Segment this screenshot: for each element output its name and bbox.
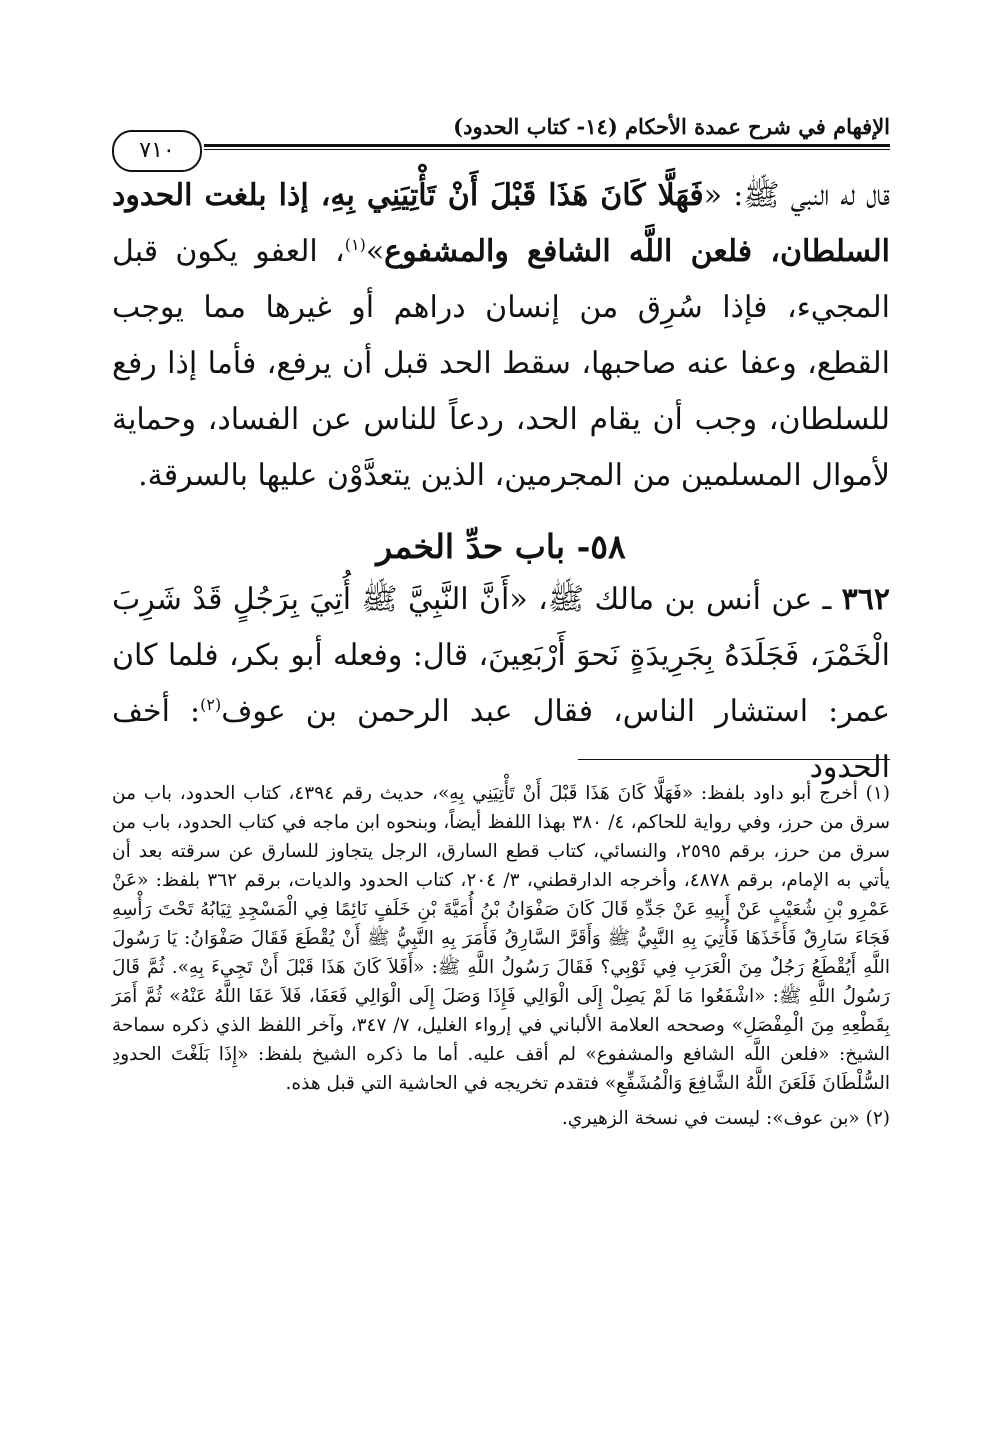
footnote-ref-2[interactable]: (٢) [200,695,222,714]
header-double-rule [204,144,890,150]
footnote-ref-1[interactable]: (١) [344,235,366,254]
footnote-1: (١) أخرج أبو داود بلفظ: «فَهَلَّا كَانَ هَذَا قَبْلَ أَنْ تَأْتِيَنِي بِهِ»، حديث رقم ٤٣٩٤، كتاب الحدود، باب من سرق من حرز، وفي رواية للحاكم، ٤/ ٣٨٠ بهذا اللفظ أيضاً، وبنحوه ابن ماجه في كتاب الحدود، باب من سرق من حرز، برقم ٢٥٩٥، والنسائي، كتاب قطع السارق، الرجل يتجاوز للسارق عن سرقته بعد أن يأتي به الإمام، برقم ٤٨٧٨، وأخرجه الدارقطني، ٣/ ٢٠٤، كتاب الحدود والديات، برقم ٣٦٢ بلفظ: «عَنْ عَمْرِو بْنِ شُعَيْبٍ عَنْ أَبِيهِ عَنْ جَدِّهِ قَالَ كَانَ صَفْوَانُ بْنُ أُمَيَّةَ بْنِ خَلَفٍ نَائِمًا فِي الْمَسْجِدِ ثِيَابُهُ تَحْتَ رَأْسِهِ فَجَاءَ سَارِقٌ فَأَخَذَهَا فَأُتِيَ بِهِ النَّبِيُّ ﷺ وَأَقَرَّ السَّارِقُ فَأَمَرَ بِهِ النَّبِيُّ ﷺ أَنْ يُقْطَعَ فَقَالَ صَفْوَانُ: يَا رَسُولَ اللَّهِ أَيُقْطَعُ رَجُلٌ مِنَ الْعَرَبِ فِي ثَوْبِي؟ فَقَالَ رَسُولُ اللَّهِ ﷺ: «أَفَلاَ كَانَ هَذَا قَبْلَ أَنْ تَجِيءَ بِهِ». ثُمَّ قَالَ رَسُولُ اللَّهِ ﷺ: «اشْفَعُوا مَا لَمْ يَصِلْ إِلَى الْوَالِي فَإِذَا وَصَلَ إِلَى الْوَالِي فَعَفَا، فَلاَ عَفَا اللَّهُ عَنْهُ» ثُمَّ أَمَرَ بِقَطْعِهِ مِنَ الْمِفْصَلِ» وصححه العلامة الألباني في إرواء الغليل، ٧/ ٣٤٧، وآخر اللفظ الذي ذكره سماحة الشيخ: «فلعن اللَّه الشافع والمشفوع» لم أقف عليه. أما ما ذكره الشيخ بلفظ: «إِذَا بَلَغْتَ الحدودِ السُّلْطَانَ فَلَعَنَ اللَّهُ الشَّافِعَ وَالْمُشَفِّعِ» فتقدم تخريجه في الحاشية التي قبل هذه. [112,783,890,1094]
intro-body: ، العفو يكون قبل المجيء، فإذا سُرِق من إنسان دراهم أو غيرها مما يوجب القطع، وعفا عنه صاحبها، سقط الحد قبل أن يرفع، فأما إذا رفع للسلطان، وجب أن يقام الحد، ردعاً للناس عن الفساد، وحماية لأموال المسلمين من المجرمين، الذين يتعدَّوْن عليها بالسرقة. [112,234,890,493]
hadith-paragraph [112,572,890,796]
intro-lead: قال له النبي ﷺ: « [703,178,890,213]
footnote-2: (٢) «بن عوف»: ليست في نسخة الزهيري. [561,1108,890,1129]
running-title: الإفهام في شرح عمدة الأحكام (١٤- كتاب الحدود) [453,114,890,139]
footnote-separator [578,759,890,760]
section-heading: ٥٨- باب حدِّ الخمر [376,527,626,566]
hadith-number: ٣٦٢ [841,582,890,617]
footnotes [112,779,890,1139]
page-header [112,110,890,163]
hadith-text-end: : أخف الحدود [112,694,890,785]
hadith-text: ـ عن أنس بن مالك ﷺ، «أَنَّ النَّبِيَّ ﷺ أُتِيَ بِرَجُلٍ قَدْ شَرِبَ الْخَمْرَ، فَجَلَدَهُ بِجَرِيدَةٍ نَحوَ أَرْبَعِينَ، قال: وفعله أبو بكر، فلما كان عمر: استشار الناس، فقال عبد الرحمن بن عوف [112,582,891,729]
prophet-quote: فَهَلَّا كَانَ هَذَا قَبْلَ أَنْ تَأْتِيَنِي بِهِ، إذا بلغت الحدود السلطان، فلعن اللَّه الشافع والمشفوع [112,178,890,269]
intro-paragraph [112,168,890,504]
quote-close: » [365,234,385,269]
page-number: ٧١٠ [112,130,202,172]
